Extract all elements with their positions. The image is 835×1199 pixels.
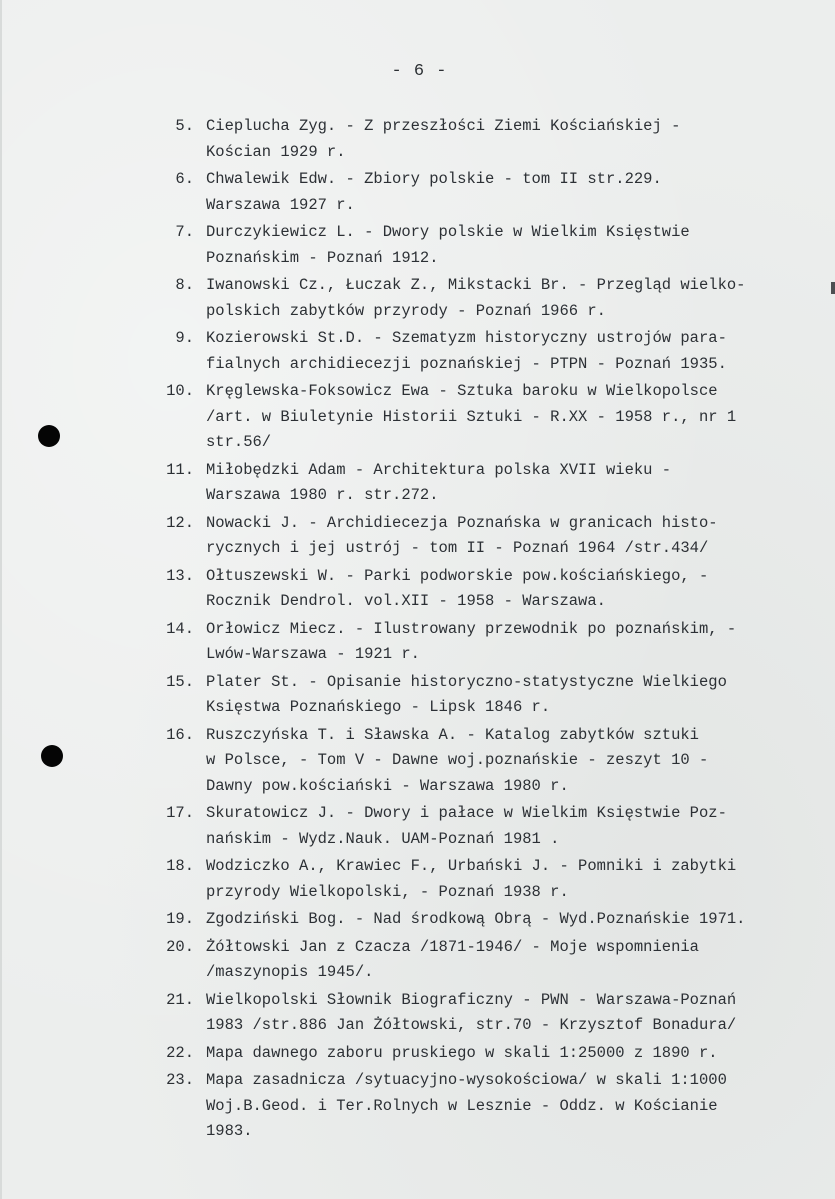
entry-number: 18. xyxy=(166,857,194,875)
entry-text: Plater St. - Opisanie historyczno-statystyczne Wielkiego Księstwa Poznańskiego - Lipsk 1846 r. xyxy=(206,672,727,716)
bibliography-entry xyxy=(150,907,820,933)
entry-number: 15. xyxy=(166,672,194,691)
bibliography-entry xyxy=(150,1041,820,1067)
entry-number: 19. xyxy=(166,910,194,928)
entry-text: Ołtuszewski W. - Parki podworskie pow.kościańskiego, - Rocznik Dendrol. vol.XII - 1958 - Warszawa. xyxy=(206,566,709,610)
bibliography-entry xyxy=(150,670,820,721)
entry-number: 7. xyxy=(175,223,194,241)
entry-number: 14. xyxy=(166,619,194,638)
edge-mark xyxy=(831,282,835,294)
bibliography-entry xyxy=(150,935,820,986)
bibliography-list xyxy=(150,114,820,1147)
bibliography-entry xyxy=(150,511,820,562)
entry-text: Skuratowicz J. - Dwory i pałace w Wielkim Księstwie Poz- nańskim - Wydz.Nauk. UAM-Poznań 1981 . xyxy=(206,804,727,848)
bibliography-entry xyxy=(150,801,820,852)
bibliography-entry xyxy=(150,617,820,668)
entry-text: Nowacki J. - Archidiecezja Poznańska w granicach histo- rycznych i jej ustrój - tom II - Poznań 1964 /str.434/ xyxy=(206,513,718,557)
entry-number: 22. xyxy=(166,1043,194,1062)
entry-text: Wodziczko A., Krawiec F., Urbański J. - Pomniki i zabytki przyrody Wielkopolski, - Poznań 1938 r. xyxy=(206,857,737,901)
entry-number: 9. xyxy=(175,329,194,347)
entry-number: 12. xyxy=(166,513,194,532)
entry-text: Mapa dawnego zaboru pruskiego w skali 1:25000 z 1890 r. xyxy=(206,1043,718,1062)
entry-number: 11. xyxy=(166,460,194,479)
entry-text: Wielkopolski Słownik Biograficzny - PWN - Warszawa-Poznań 1983 /str.886 Jan Żółtowski, str.70 - Krzysztof Bonadura/ xyxy=(206,990,737,1034)
entry-text: Zgodziński Bog. - Nad środkową Obrą - Wyd.Poznańskie 1971. xyxy=(206,910,746,928)
entry-number: 13. xyxy=(166,566,194,585)
bibliography-entry xyxy=(150,988,820,1039)
bibliography-entry xyxy=(150,273,820,324)
entry-number: 20. xyxy=(166,937,194,956)
entry-number: 6. xyxy=(175,170,194,188)
bibliography-entry xyxy=(150,723,820,800)
entry-number: 5. xyxy=(175,117,194,135)
entry-text: Kozierowski St.D. - Szematyzm historyczny ustrojów para- fialnych archidiecezji poznańskiej - PTPN - Poznań 1935. xyxy=(206,329,727,373)
entry-number: 10. xyxy=(166,382,194,400)
punch-hole-bottom xyxy=(41,745,63,767)
entry-text: Orłowicz Miecz. - Ilustrowany przewodnik po poznańskim, - Lwów-Warszawa - 1921 r. xyxy=(206,619,737,663)
punch-hole-top xyxy=(38,425,60,447)
entry-text: Mapa zasadnicza /sytuacyjno-wysokościowa/ w skali 1:1000 Woj.B.Geod. i Ter.Rolnych w Lesznie - Oddz. w Kościanie 1983. xyxy=(206,1071,727,1140)
entry-text: Miłobędzki Adam - Architektura polska XVII wieku - Warszawa 1980 r. str.272. xyxy=(206,460,672,504)
entry-number: 8. xyxy=(175,276,194,294)
bibliography-entry xyxy=(150,379,820,456)
entry-number: 17. xyxy=(166,804,194,822)
bibliography-entry xyxy=(150,220,820,271)
entry-text: Żółtowski Jan z Czacza /1871-1946/ - Moje wspomnienia /maszynopis 1945/. xyxy=(206,937,699,981)
entry-text: Chwalewik Edw. - Zbiory polskie - tom II str.229. Warszawa 1927 r. xyxy=(206,170,662,214)
entry-text: Ruszczyńska T. i Sławska A. - Katalog zabytków sztuki w Polsce, - Tom V - Dawne woj.poznańskie - zeszyt 10 - Dawny pow.kościański - Warszawa 1980 r. xyxy=(206,725,709,795)
bibliography-entry xyxy=(150,854,820,905)
entry-text: Kręglewska-Foksowicz Ewa - Sztuka baroku w Wielkopolsce /art. w Biuletynie Historii Sztuki - R.XX - 1958 r., nr 1 str.56/ xyxy=(206,382,737,451)
entry-text: Cieplucha Zyg. - Z przeszłości Ziemi Kościańskiej - Kościan 1929 r. xyxy=(206,117,681,161)
bibliography-entry xyxy=(150,458,820,509)
bibliography-entry xyxy=(150,167,820,218)
bibliography-entry xyxy=(150,114,820,165)
bibliography-entry xyxy=(150,564,820,615)
entry-number: 23. xyxy=(166,1071,194,1089)
bibliography-entry xyxy=(150,1068,820,1145)
entry-number: 16. xyxy=(166,725,194,744)
entry-text: Durczykiewicz L. - Dwory polskie w Wielkim Księstwie Poznańskim - Poznań 1912. xyxy=(206,223,690,267)
entry-number: 21. xyxy=(166,990,194,1009)
bibliography-entry xyxy=(150,326,820,377)
page-number: - 6 - xyxy=(391,62,448,81)
entry-text: Iwanowski Cz., Łuczak Z., Mikstacki Br. - Przegląd wielko- polskich zabytków przyrody - Poznań 1966 r. xyxy=(206,276,746,320)
